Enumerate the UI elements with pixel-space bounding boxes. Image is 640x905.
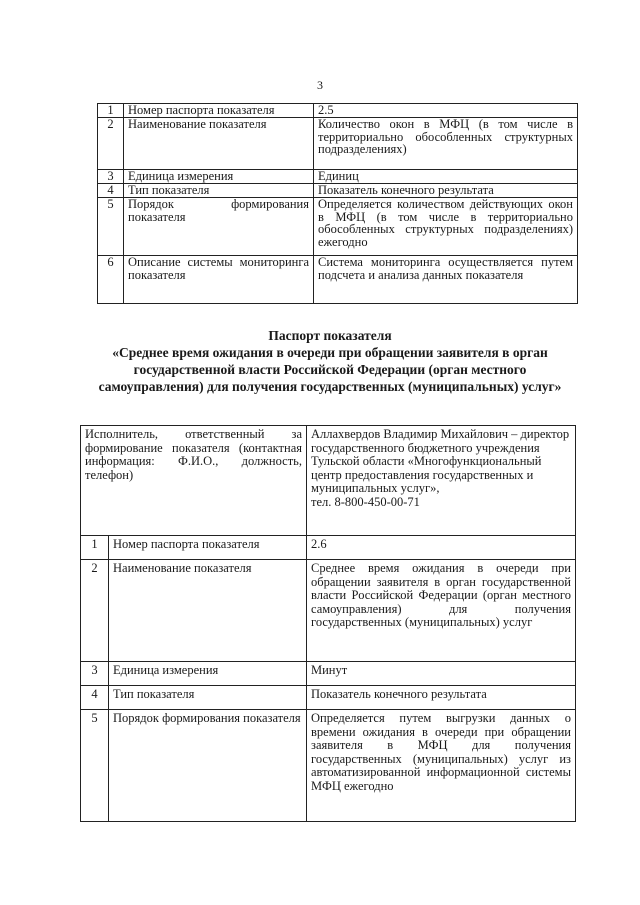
table-row	[98, 118, 578, 170]
row-label: Номер паспорта показателя	[124, 104, 314, 118]
row-number: 3	[81, 662, 109, 686]
row-number: 2	[81, 560, 109, 662]
row-value: 2.6	[307, 536, 576, 560]
row-label: Тип показателя	[109, 686, 307, 710]
indicator-table-2-6	[80, 425, 576, 822]
row-number: 6	[98, 256, 124, 304]
row-number: 1	[98, 104, 124, 118]
indicator-table-2-5	[97, 103, 578, 304]
row-value: Определяется путем выгрузки данных о времени ожидания в очереди при обращении заявителя в МФЦ для получения государственных (муниципальных) услуг из автоматизированной информационной системы МФЦ ежегодно	[307, 710, 576, 822]
table-row	[81, 536, 576, 560]
table-row	[81, 710, 576, 822]
row-label: Наименование показателя	[109, 560, 307, 662]
row-label: Номер паспорта показателя	[109, 536, 307, 560]
executor-row	[81, 426, 576, 536]
row-number: 2	[98, 118, 124, 170]
table-row	[98, 256, 578, 304]
executor-value: Аллахвердов Владимир Михайлович – директор государственного бюджетного учреждения Тульской области «Многофункциональный центр предоставления государственных и муниципальных услуг»,	[311, 427, 570, 495]
table-row	[81, 560, 576, 662]
row-label: Единица измерения	[109, 662, 307, 686]
row-number: 4	[81, 686, 109, 710]
row-label: Единица измерения	[124, 170, 314, 184]
row-value: 2.5	[314, 104, 578, 118]
row-number: 3	[98, 170, 124, 184]
passport-subtitle: «Среднее время ожидания в очереди при обращении заявителя в орган государственной власти Российской Федерации (орган местного самоуправления) для получения государственных (муниципальных) услуг»	[98, 345, 562, 394]
row-number: 5	[98, 198, 124, 256]
row-label: Наименование показателя	[124, 118, 314, 170]
row-value: Единиц	[314, 170, 578, 184]
row-number: 1	[81, 536, 109, 560]
table-row	[98, 198, 578, 256]
table-row	[98, 104, 578, 118]
table-row	[81, 686, 576, 710]
executor-label: Исполнитель, ответственный за формирование показателя (контактная информация: Ф.И.О., должность, телефон)	[81, 426, 307, 536]
table-row	[98, 170, 578, 184]
page-number: 3	[317, 78, 323, 92]
table-row	[98, 184, 578, 198]
row-value: Определяется количеством действующих окон в МФЦ (в том числе в территориально обособленных структурных подразделениях) ежегодно	[314, 198, 578, 256]
executor-cell	[307, 426, 576, 536]
row-label: Порядок формирования показателя	[124, 198, 314, 256]
row-value: Среднее время ожидания в очереди при обращении заявителя в орган государственной власти Российской Федерации (орган местного самоуправления) для получения государственных (муниципальных) услуг	[307, 560, 576, 662]
row-value: Система мониторинга осуществляется путем подсчета и анализа данных показателя	[314, 256, 578, 304]
passport-heading	[80, 327, 580, 395]
row-value: Минут	[307, 662, 576, 686]
row-value: Показатель конечного результата	[314, 184, 578, 198]
executor-phone: тел. 8-800-450-00-71	[311, 494, 420, 509]
row-number: 5	[81, 710, 109, 822]
row-value: Количество окон в МФЦ (в том числе в территориально обособленных структурных подразделениях)	[314, 118, 578, 170]
row-number: 4	[98, 184, 124, 198]
row-value: Показатель конечного результата	[307, 686, 576, 710]
table-row	[81, 662, 576, 686]
row-label: Тип показателя	[124, 184, 314, 198]
row-label: Описание системы мониторинга показателя	[124, 256, 314, 304]
row-label: Порядок формирования показателя	[109, 710, 307, 822]
passport-title: Паспорт показателя	[268, 328, 392, 343]
